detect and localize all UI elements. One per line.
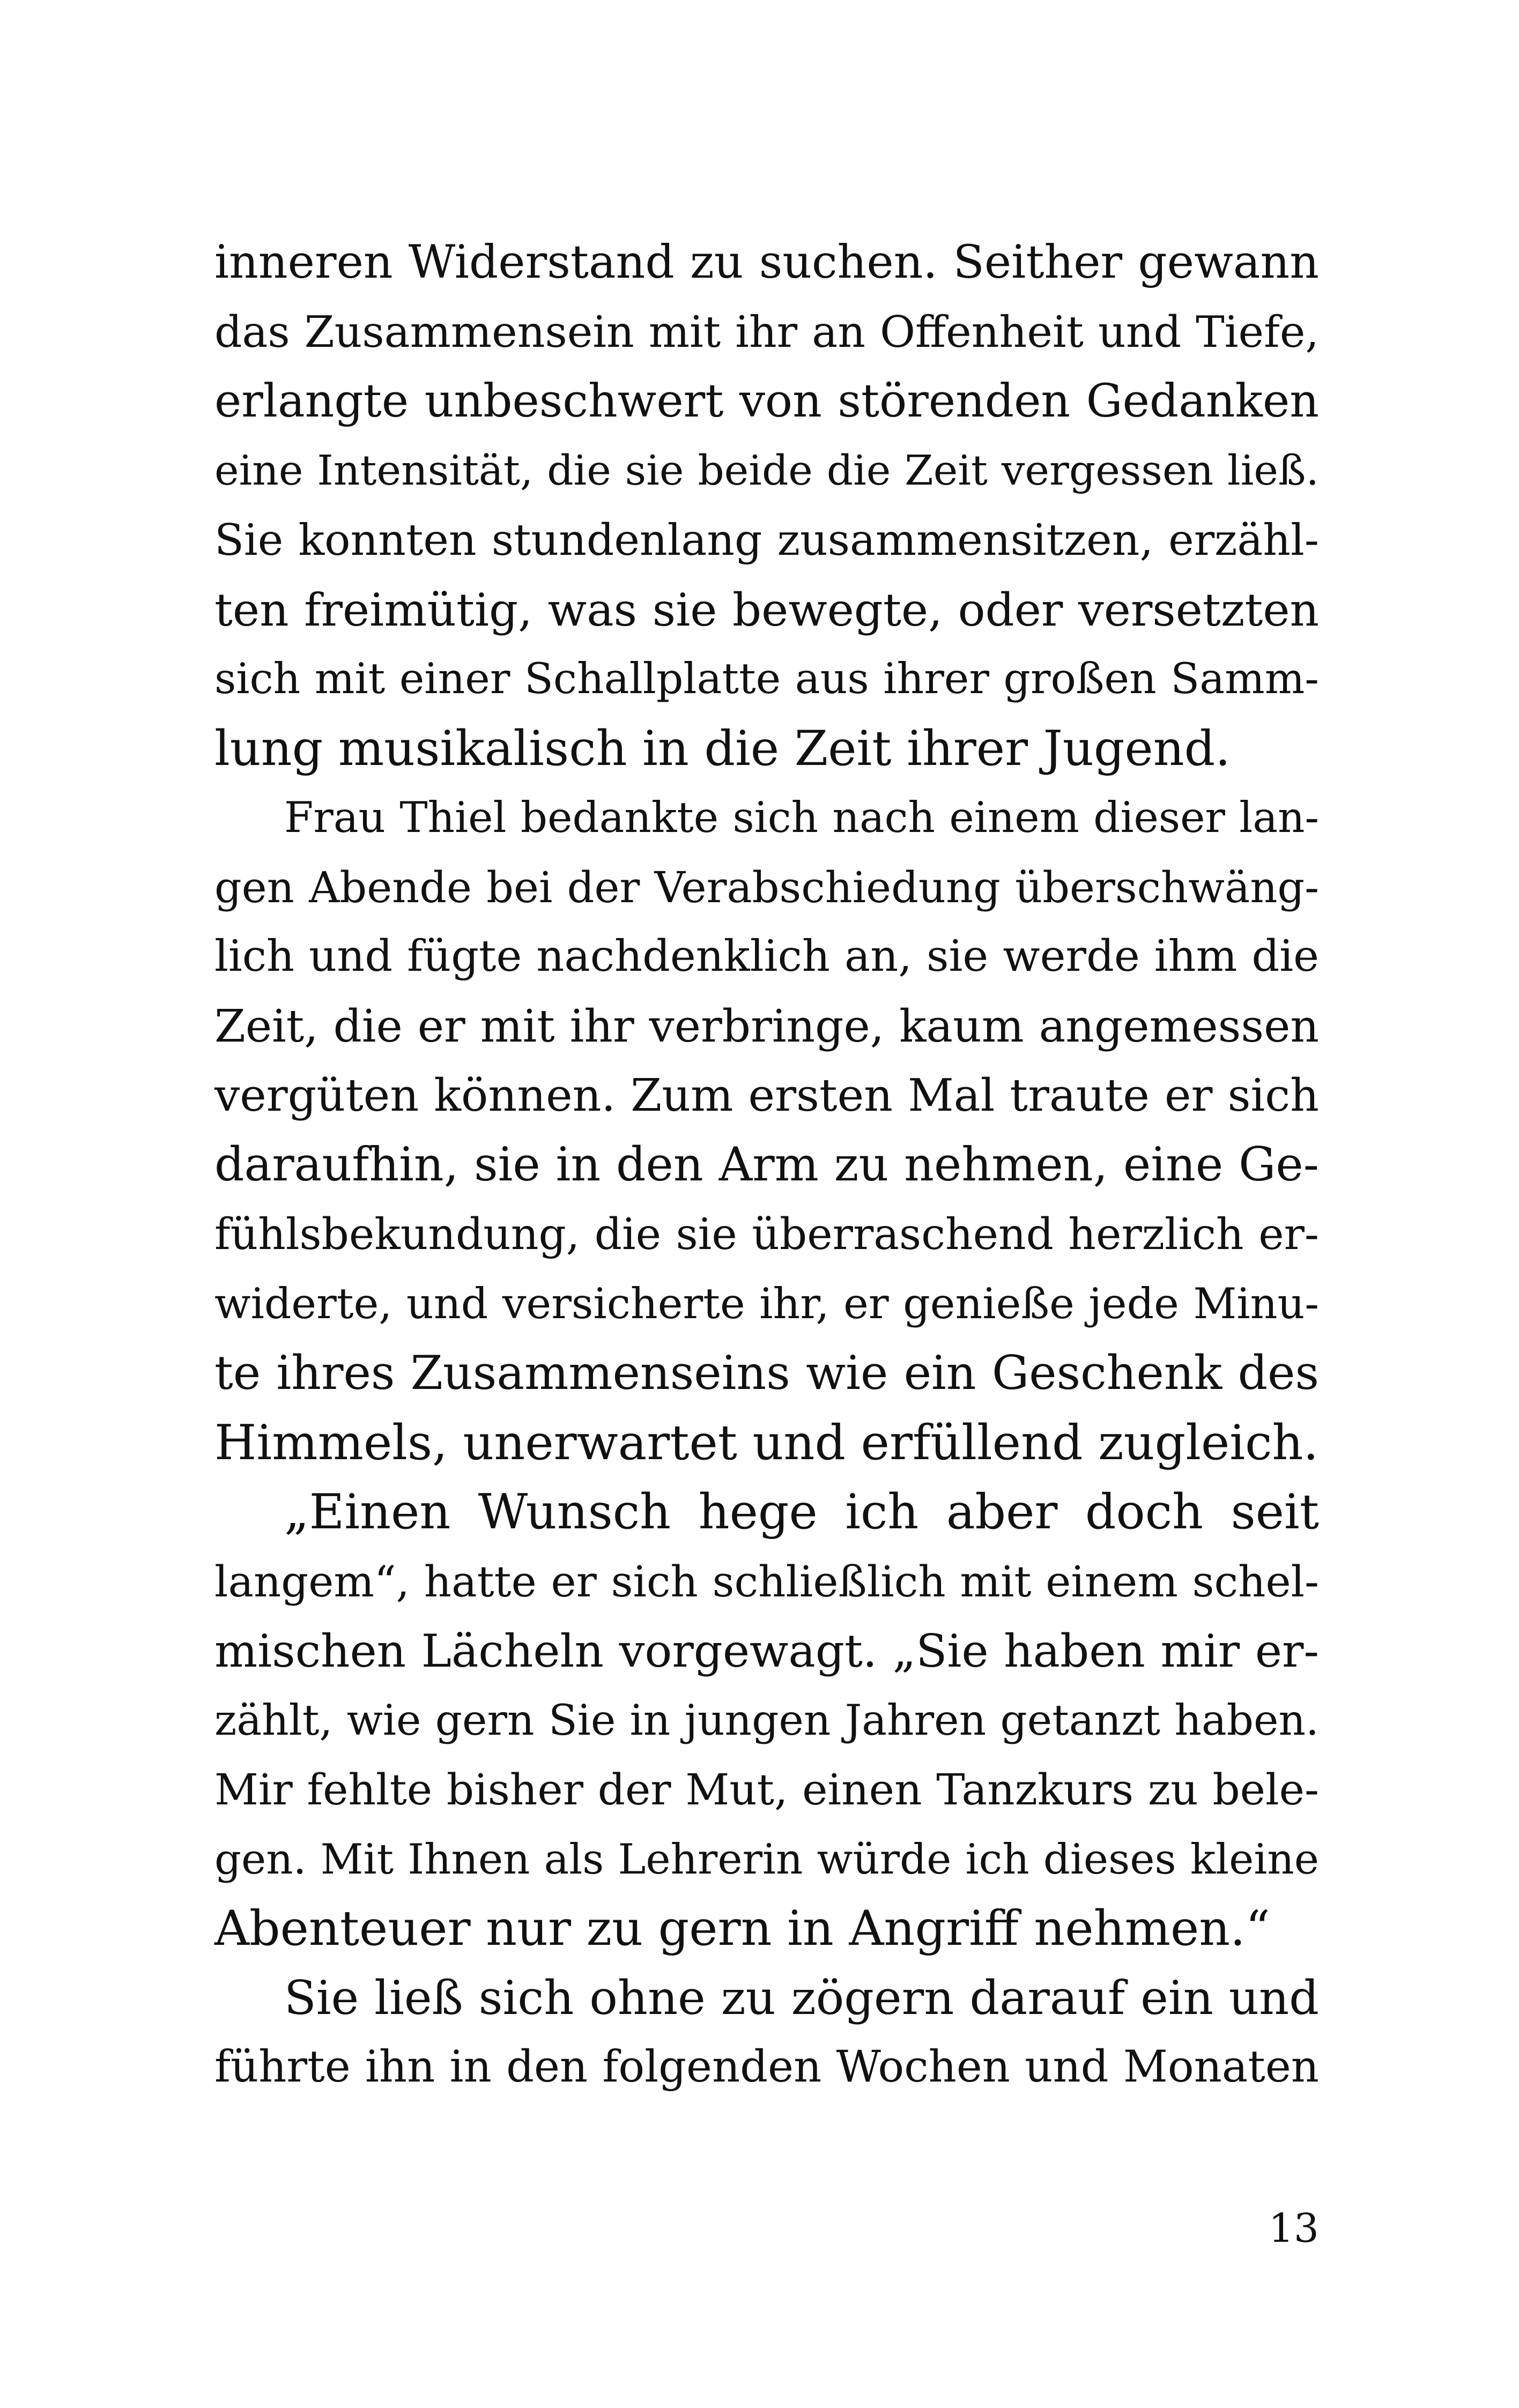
- text-line: zählt, wie gern Sie in jungen Jahren getanzt haben.: [214, 1695, 1319, 1745]
- text-line: inneren Widerstand zu suchen. Seither gewann: [214, 236, 1319, 289]
- text-line: te ihres Zusammenseins wie ein Geschenk des: [214, 1346, 1319, 1400]
- text-line: langem“, hatte er sich schließlich mit einem schel-: [214, 1556, 1319, 1607]
- text-line: Zeit, die er mit ihr verbringe, kaum angemessen: [214, 1000, 1319, 1052]
- text-line: daraufhin, sie in den Arm zu nehmen, eine Ge-: [214, 1138, 1319, 1192]
- text-line: gen Abende bei der Verabschiedung überschwäng-: [214, 862, 1319, 912]
- text-line: Sie ließ sich ohne zu zögern darauf ein und: [284, 1970, 1319, 2025]
- text-line: das Zusammensein mit ihr an Offenheit und Tiefe,: [214, 306, 1319, 357]
- text-line: Abenteuer nur zu gern in Angriff nehmen.“: [214, 1900, 1270, 1957]
- paragraph: [214, 1964, 1319, 2102]
- text-line: führte ihn in den folgenden Wochen und Monaten: [214, 2042, 1319, 2092]
- text-line: lung musikalisch in die Zeit ihrer Jugend.: [214, 720, 1231, 777]
- text-line: widerte, und versicherte ihr, er genieße jede Minu-: [214, 1279, 1319, 1328]
- paragraph: [214, 1477, 1319, 1964]
- page-number: 13: [1268, 2205, 1319, 2251]
- paragraph: [214, 783, 1319, 1477]
- body-text: [214, 228, 1319, 2102]
- text-line: gen. Mit Ihnen als Lehrerin würde ich dieses kleine: [214, 1834, 1319, 1884]
- paragraph: [214, 228, 1319, 783]
- text-line: sich mit einer Schallplatte aus ihrer großen Samm-: [214, 654, 1319, 703]
- text-line: vergüten können. Zum ersten Mal traute er sich: [214, 1069, 1319, 1121]
- text-line: mischen Lächeln vorgewagt. „Sie haben mir er-: [214, 1624, 1319, 1677]
- text-line: Himmels, unerwartet und erfüllend zugleich.: [214, 1414, 1319, 1471]
- text-line: erlangte unbeschwert von störenden Gedanken: [214, 375, 1319, 428]
- text-line: lich und fügte nachdenklich an, sie werde ihm die: [214, 931, 1319, 982]
- text-line: „Einen Wunsch hege ich aber doch seit: [284, 1484, 1319, 1540]
- text-line: Sie konnten stundenlang zusammensitzen, erzähl-: [214, 515, 1319, 565]
- text-line: fühlsbekundung, die sie überraschend herzlich er-: [214, 1209, 1319, 1259]
- text-line: eine Intensität, die sie beide die Zeit vergessen ließ.: [214, 446, 1319, 495]
- text-line: ten freimütig, was sie bewegte, oder versetzten: [214, 583, 1319, 636]
- text-line: Mir fehlte bisher der Mut, einen Tanzkurs zu bele-: [214, 1765, 1319, 1815]
- text-line: Frau Thiel bedankte sich nach einem dieser lan-: [284, 793, 1319, 842]
